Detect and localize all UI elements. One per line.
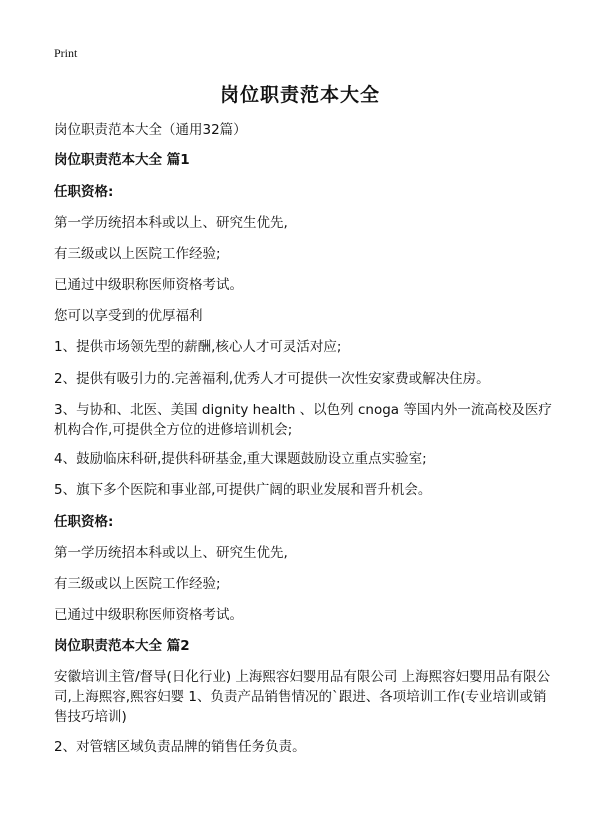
qualification-item: 已通过中级职称医师资格考试。 — [54, 277, 243, 293]
benefit-item: 4、鼓励临床科研,提供科研基金,重大课题鼓励设立重点实验室; — [54, 451, 427, 467]
paragraph: 安徽培训主管/督导(日化行业) 上海熙容妇婴用品有限公司 上海熙容妇婴用品有限公司,上海熙容,熙容妇婴 1、负责产品销售情况的`跟进、各项培训工作(专业培训或销售技巧培训) — [54, 669, 551, 725]
qualifications-heading: 任职资格: — [54, 514, 114, 530]
qualification-item: 第一学历统招本科或以上、研究生优先, — [54, 545, 288, 561]
section-heading-1: 岗位职责范本大全 篇1 — [54, 152, 190, 168]
qualification-item: 已通过中级职称医师资格考试。 — [54, 607, 243, 623]
benefits-heading: 您可以享受到的优厚福利 — [54, 308, 203, 324]
qualification-item: 有三级或以上医院工作经验; — [54, 246, 221, 262]
print-label: Print — [54, 46, 78, 60]
section-heading-2: 岗位职责范本大全 篇2 — [54, 638, 190, 654]
paragraph: 2、对管辖区域负责品牌的销售任务负责。 — [54, 739, 306, 755]
benefit-item: 1、提供市场领先型的薪酬,核心人才可灵活对应; — [54, 339, 342, 355]
benefit-item: 3、与协和、北医、美国 dignity health 、以色列 cnoga 等国内外一流高校及医疗机构合作,可提供全方位的进修培训机会; — [54, 402, 552, 438]
document-title: 岗位职责范本大全 — [219, 84, 380, 106]
subtitle: 岗位职责范本大全（通用32篇） — [54, 122, 247, 138]
benefit-item: 5、旗下多个医院和事业部,可提供广阔的职业发展和晋升机会。 — [54, 482, 432, 498]
qualification-item: 第一学历统招本科或以上、研究生优先, — [54, 215, 288, 231]
qualifications-heading: 任职资格: — [54, 184, 114, 200]
qualification-item: 有三级或以上医院工作经验; — [54, 576, 221, 592]
benefit-item: 2、提供有吸引力的.完善福利,优秀人才可提供一次性安家费或解决住房。 — [54, 371, 490, 387]
